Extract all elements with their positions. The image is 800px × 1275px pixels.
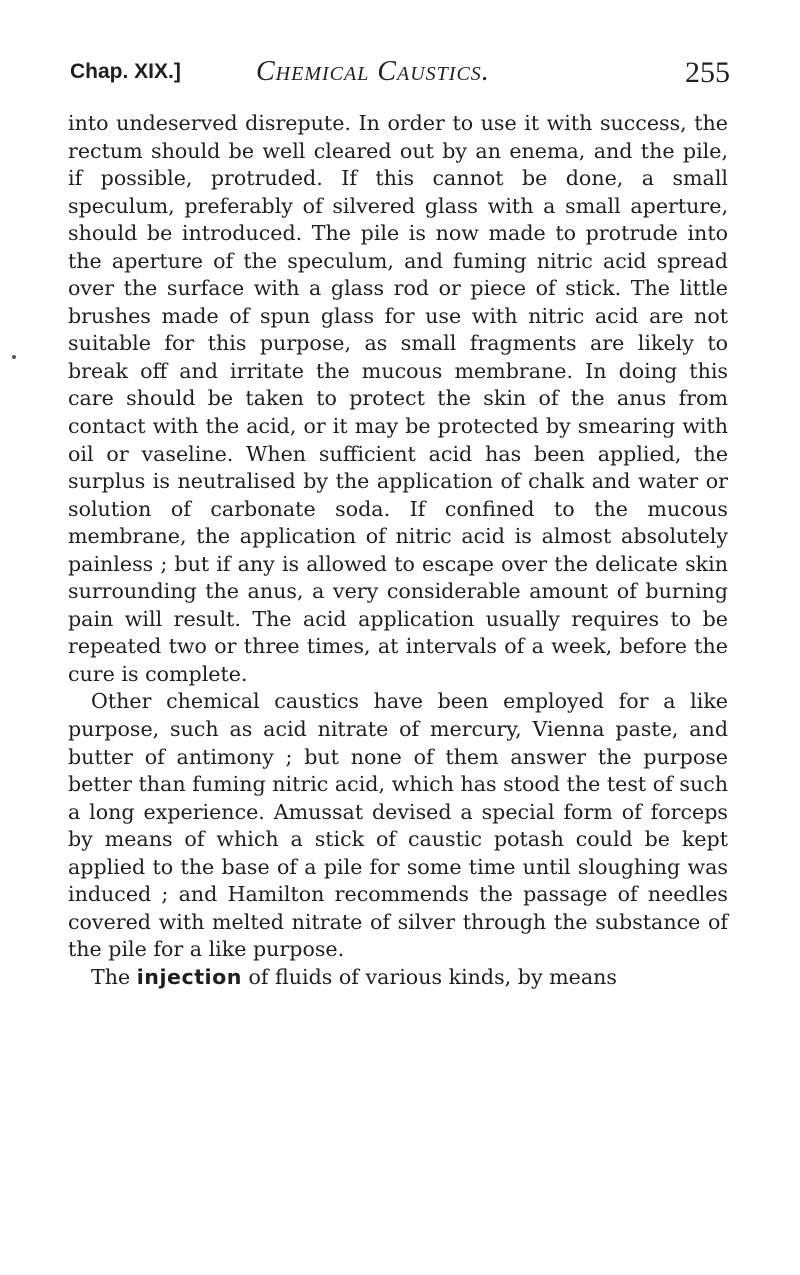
- paragraph-other-caustics: Other chemical caustics have been employed for a like purpose, such as acid nitrate of mercury, Vienna paste, and butter of antimony ; but none of them answer the purpose better than fuming nitric acid, which has stood the test of such a long experience. Amussat devised a special form of forceps by means of which a stick of caustic potash could be kept applied to the base of a pile for some time until sloughing was induced ; and Hamilton recommends the passage of needles covered with melted nitrate of silver through the substance of the pile for a like purpose.: [68, 689, 728, 962]
- chapter-label: Chap. XIX.]: [70, 60, 181, 83]
- keyword-injection: injection: [136, 964, 242, 989]
- paragraph-rest: of fluids of various kinds, by means: [248, 964, 617, 989]
- running-header: [70, 56, 730, 108]
- page-number: 255: [685, 56, 730, 89]
- page-speck: [12, 355, 16, 359]
- paragraph-continued: into undeserved disrepute. In order to use it with success, the rectum should be well cleared out by an enema, and the pile, if possible, protruded. If this cannot be done, a small speculum, preferably of silvered glass with a small aperture, should be introduced. The pile is now made to protrude into the aperture of the speculum, and fuming nitric acid spread over the surface with a glass rod or piece of stick. The little brushes made of spun glass for use with nitric acid are not suitable for this purpose, as small fragments are likely to break off and irritate the mucous membrane. In doing this care should be taken to protect the skin of the anus from contact with the acid, or it may be protected by smearing with oil or vaseline. When sufficient acid has been applied, the surplus is neutralised by the application of chalk and water or solution of carbonate soda. If confined to the mucous membrane, the application of nitric acid is almost absolutely painless ; but if any is allowed to escape over the delicate skin surrounding the anus, a very considerable amount of burning pain will result. The acid application usually requires to be repeated two or three times, at intervals of a week, before the cure is complete.: [68, 111, 728, 686]
- paragraph-injection: [68, 964, 728, 992]
- paragraph-lead: The: [91, 964, 131, 989]
- running-title: Chemical Caustics.: [256, 56, 490, 87]
- body-text: [68, 110, 728, 992]
